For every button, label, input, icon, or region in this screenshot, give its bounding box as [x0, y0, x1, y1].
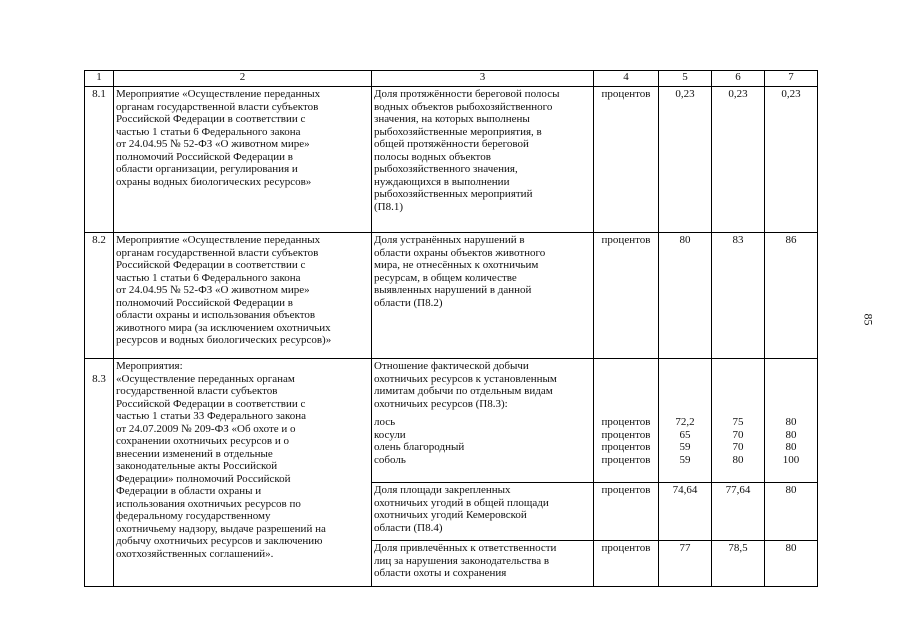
value-cell: 83 — [712, 233, 765, 359]
row-number — [85, 359, 114, 587]
species-unit: процентов — [601, 416, 651, 428]
indicator-line: лиц за нарушения законодательства в — [374, 554, 550, 567]
value-cell: 74,64 — [659, 483, 712, 541]
value-cell: 80 — [765, 483, 818, 541]
indicator-line: области (П8.4) — [374, 521, 443, 534]
unit-cell — [594, 359, 659, 483]
header-cell: 2 — [114, 71, 372, 87]
species-value: 80 — [785, 428, 797, 441]
row-number: 8.1 — [85, 87, 114, 233]
value-cell: 80 — [765, 541, 818, 587]
indicator-line: Доля площади закрепленных — [374, 484, 511, 496]
header-row — [85, 71, 818, 87]
table-row — [85, 233, 818, 359]
measure-line: частью 1 статьи 6 Федерального закона — [116, 125, 301, 138]
measure-line: государственной власти субъектов — [116, 385, 278, 397]
indicator-line: ресурсам, в общем количестве — [374, 271, 517, 284]
indicator-line: области охраны объектов животного — [374, 246, 546, 259]
indicator-line: Доля привлечённых к ответственности — [374, 542, 557, 554]
unit-cell: процентов — [594, 541, 659, 587]
measure-line: от 24.04.95 № 52-ФЗ «О животном мире» — [116, 284, 310, 296]
indicator-line: области (П8.2) — [374, 296, 443, 309]
measure-line: Российской Федерации в соответствии с — [116, 259, 306, 271]
species-value: 100 — [782, 453, 800, 466]
header-cell: 1 — [85, 71, 114, 87]
indicator-line: выявленных нарушений в данной — [374, 284, 532, 296]
value-cell: 0,23 — [765, 87, 818, 233]
unit-cell: процентов — [594, 87, 659, 233]
measure-line: Российской Федерации в соответствии с — [116, 397, 306, 410]
indicator-line: нуждающихся в выполнении — [374, 175, 510, 188]
measure-line: Федерации в области охраны и — [116, 485, 262, 497]
species-unit: процентов — [601, 441, 651, 453]
measure-line: законодательные акты Российской — [116, 460, 278, 472]
measure-line: сохранении охотничьих ресурсов и о — [116, 435, 289, 447]
value-cell: 77,64 — [712, 483, 765, 541]
table-row — [85, 359, 818, 483]
indicator-line: охотничьих угодий Кемеровской — [374, 509, 527, 521]
measure-line: использования охотничьих ресурсов по — [116, 497, 301, 510]
species-label: лось — [374, 416, 396, 428]
species-label: соболь — [374, 453, 406, 466]
indicator-line: рыбохозяйственного значения, — [374, 163, 518, 175]
species-unit: процентов — [601, 428, 651, 441]
row-number: 8.2 — [85, 233, 114, 359]
indicator-line: общей протяжённости береговой — [374, 138, 529, 150]
value-cell: 86 — [765, 233, 818, 359]
measure-line: области организации, регулирования и — [116, 163, 298, 175]
indicator-line: значения, на которых выполнены — [374, 113, 530, 125]
header-cell: 5 — [659, 71, 712, 87]
indicator-cell — [372, 359, 594, 483]
measure-line: Мероприятие «Осуществление переданных — [116, 234, 321, 246]
table-row — [85, 87, 818, 233]
species-value: 59 — [679, 441, 691, 453]
value-cell: 78,5 — [712, 541, 765, 587]
measure-line: от 24.04.95 № 52-ФЗ «О животном мире» — [116, 138, 310, 150]
measure-line: федеральному государственному — [116, 510, 271, 522]
measure-line: частью 1 статьи 33 Федерального закона — [116, 410, 307, 422]
species-value: 75 — [732, 416, 744, 428]
measure-line: охотхозяйственных соглашений». — [116, 547, 274, 560]
header-cell: 6 — [712, 71, 765, 87]
indicator-line: охотничьих ресурсов (П8.3): — [374, 397, 508, 410]
measure-line: частью 1 статьи 6 Федерального закона — [116, 271, 301, 284]
unit-cell: процентов — [594, 233, 659, 359]
measure-line: Мероприятие «Осуществление переданных — [116, 88, 321, 100]
species-value: 59 — [679, 453, 691, 466]
measure-line: животного мира (за исключением охотничьих — [116, 321, 331, 334]
indicator-cell — [372, 541, 594, 587]
measure-line: от 24.07.2009 № 209-ФЗ «Об охоте и о — [116, 422, 296, 435]
species-unit: процентов — [601, 453, 651, 466]
indicator-line: охотничьих угодий в общей площади — [374, 496, 549, 509]
row-number-text: 8.3 — [92, 373, 106, 385]
measure-line: ресурсов и водных биологических ресурсов)» — [116, 334, 332, 346]
species-value: 80 — [785, 441, 797, 453]
indicator-cell — [372, 87, 594, 233]
indicators-table — [84, 70, 818, 587]
value-cell — [712, 359, 765, 483]
header-cell: 3 — [372, 71, 594, 87]
indicator-line: Доля протяжённости береговой полосы — [374, 88, 560, 100]
measure-line: охотничьему надзору, выдаче разрешений на — [116, 522, 326, 535]
header-cell: 7 — [765, 71, 818, 87]
indicator-line: рыбохозяйственных мероприятий — [374, 188, 533, 200]
indicator-line: полосы водных объектов — [374, 150, 491, 163]
species-value: 80 — [785, 416, 797, 428]
species-value: 80 — [732, 453, 744, 466]
measure-line: Российской Федерации в соответствии с — [116, 113, 306, 125]
indicator-line: Доля устранённых нарушений в — [374, 234, 525, 246]
indicator-cell — [372, 483, 594, 541]
indicator-line: лимитам добычи по отдельным видам — [374, 385, 553, 397]
indicator-line: рыбохозяйственные мероприятия, в — [374, 125, 542, 138]
indicator-line: водных объектов рыбохозяйственного — [374, 100, 553, 113]
species-label: олень благородный — [374, 441, 465, 453]
indicator-line: области охоты и сохранения — [374, 567, 507, 579]
measure-line: внесении изменений в отдельные — [116, 447, 273, 460]
species-value: 70 — [732, 441, 744, 453]
measure-line: охраны водных биологических ресурсов» — [116, 175, 312, 188]
value-cell: 80 — [659, 233, 712, 359]
value-cell: 0,23 — [659, 87, 712, 233]
indicator-line: мира, не отнесённых к охотничьим — [374, 259, 539, 271]
measure-cell — [114, 359, 372, 587]
value-cell — [659, 359, 712, 483]
indicator-line: (П8.1) — [374, 200, 404, 213]
measure-cell — [114, 233, 372, 359]
value-cell: 77 — [659, 541, 712, 587]
header-cell: 4 — [594, 71, 659, 87]
measure-line: органам государственной власти субъектов — [116, 100, 319, 113]
value-cell — [765, 359, 818, 483]
species-label: косули — [374, 428, 406, 441]
measure-line: добычу охотничьих ресурсов и заключению — [116, 535, 323, 547]
measure-line: полномочий Российской Федерации в — [116, 150, 293, 163]
measure-line: «Осуществление переданных органам — [116, 372, 295, 385]
measure-line: Мероприятия: — [116, 360, 183, 372]
species-value: 70 — [732, 428, 744, 441]
measure-line: органам государственной власти субъектов — [116, 246, 319, 259]
page-number: 85 — [861, 313, 876, 326]
species-value: 72,2 — [675, 416, 695, 428]
unit-cell: процентов — [594, 483, 659, 541]
value-cell: 0,23 — [712, 87, 765, 233]
measure-line: области охраны и использования объектов — [116, 309, 316, 321]
measure-line: Федерации» полномочий Российской — [116, 472, 291, 485]
indicator-line: охотничьих ресурсов к установленным — [374, 372, 557, 385]
species-value: 65 — [679, 428, 691, 441]
measure-cell — [114, 87, 372, 233]
indicator-line: Отношение фактической добычи — [374, 360, 529, 372]
indicator-cell — [372, 233, 594, 359]
measure-line: полномочий Российской Федерации в — [116, 296, 293, 309]
